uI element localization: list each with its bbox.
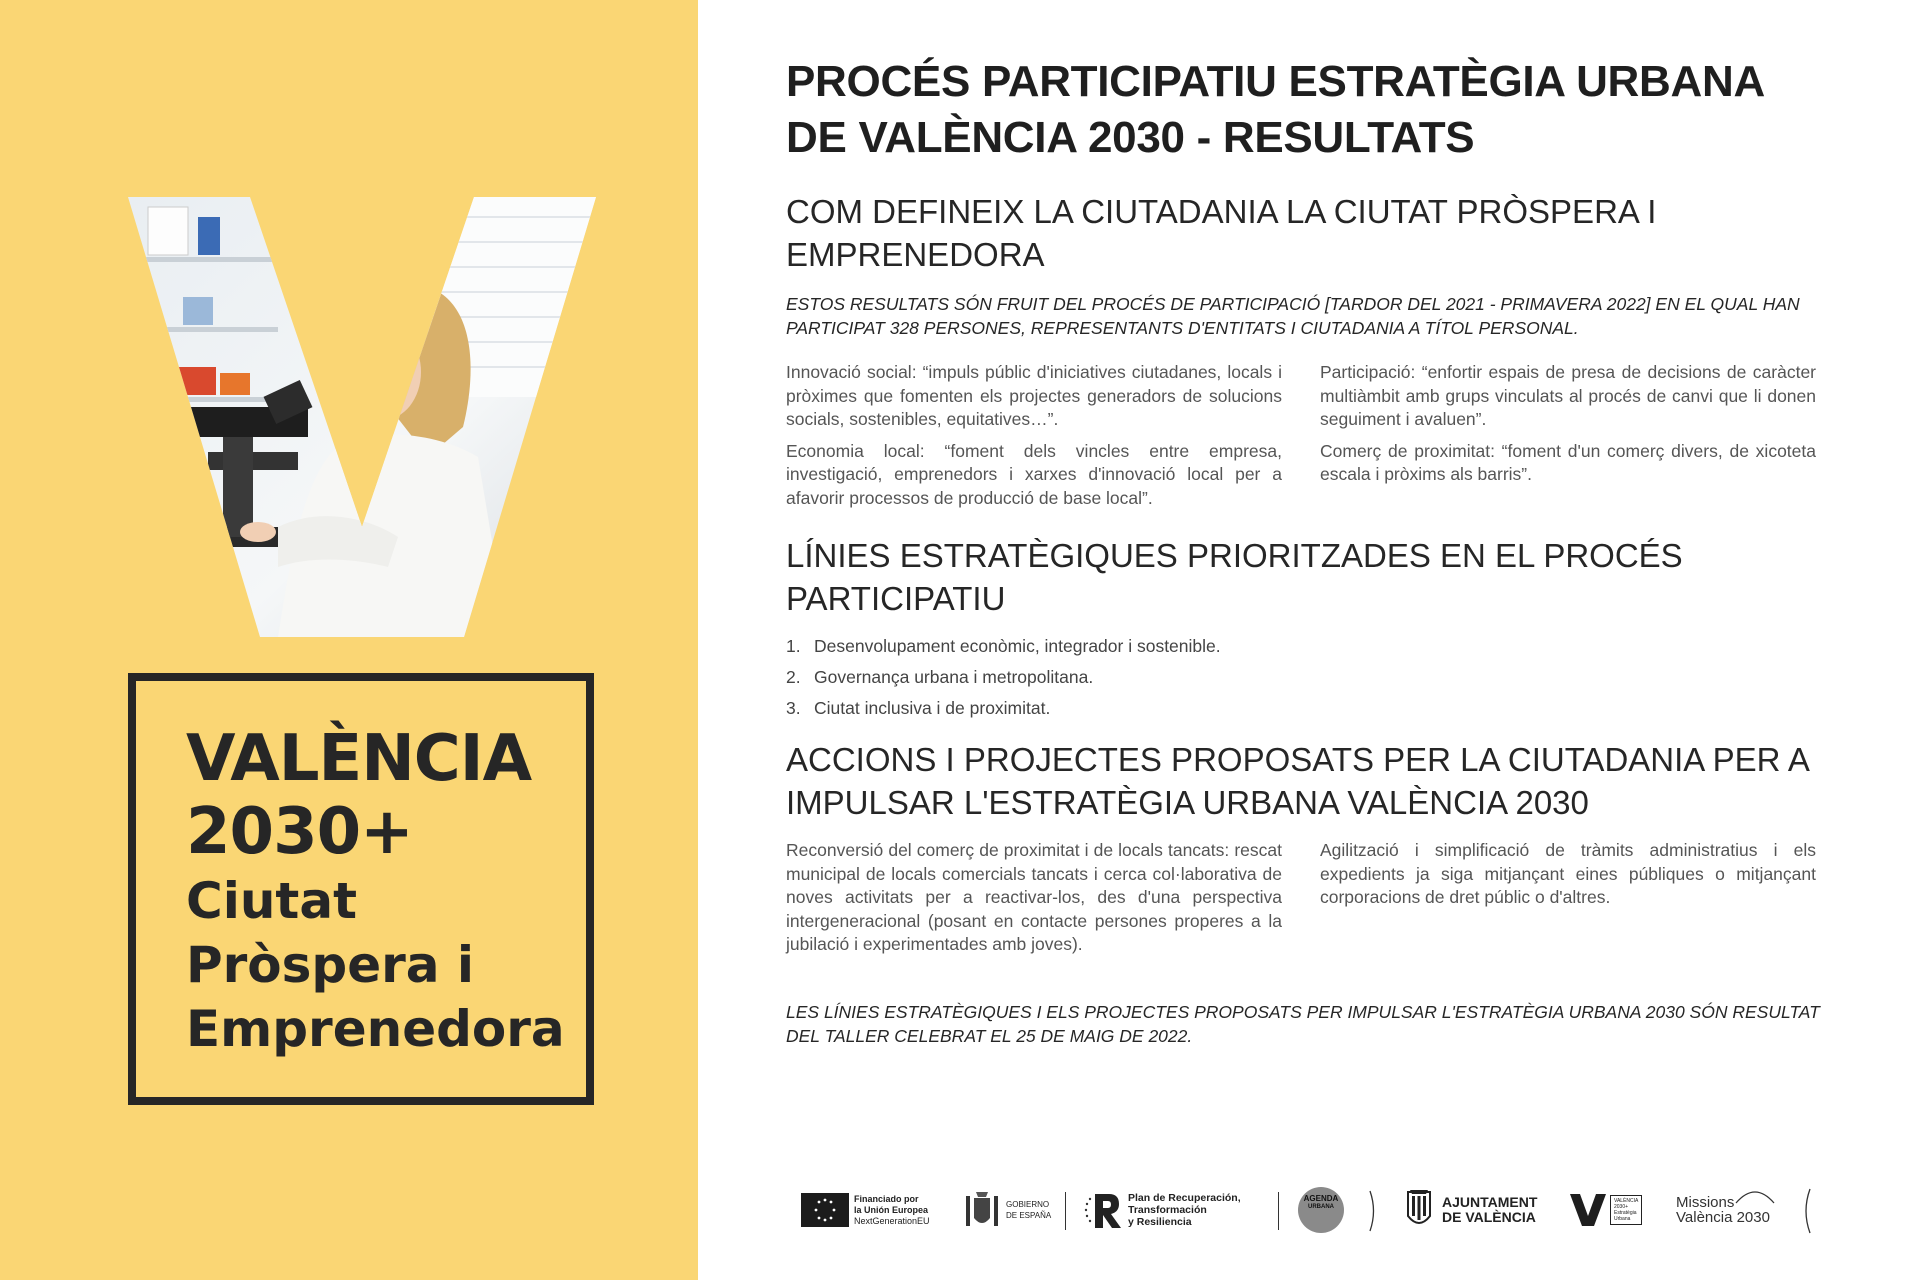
footnote-line: LES LÍNIES ESTRATÈGIQUES I ELS PROJECTES PROPOSATS PER IMPULSAR L'ESTRATÈGIA URBANA 2030 SÓN RESULTAT — [786, 1002, 1820, 1022]
scientist-at-microscope-photo — [128, 197, 596, 637]
spain-coat-of-arms-icon — [962, 1188, 1002, 1232]
list-item — [786, 693, 1386, 724]
list-item — [786, 631, 1386, 662]
actions-left — [786, 839, 1282, 965]
logo-text: 2030+ — [1614, 1204, 1629, 1210]
list-item — [786, 662, 1386, 693]
ajuntament-logo — [1402, 1180, 1537, 1240]
logo-text: NextGenerationEU — [854, 1215, 930, 1226]
logo-text: AGENDA — [1303, 1194, 1339, 1203]
logo-text: AJUNTAMENT — [1442, 1194, 1538, 1210]
definitions-columns — [786, 361, 1836, 518]
list-text: Governança urbana i metropolitana. — [814, 667, 1094, 687]
arc-icon — [1734, 1187, 1776, 1205]
poster-title — [186, 723, 531, 869]
title-box — [128, 673, 594, 1105]
definitions-left — [786, 361, 1282, 518]
eu-flag-icon — [801, 1193, 849, 1227]
poster-subtitle — [186, 869, 565, 1061]
actions-columns — [786, 839, 1836, 965]
divider — [1065, 1192, 1066, 1230]
divider — [1278, 1192, 1279, 1230]
valencia-coat-of-arms-icon — [1402, 1188, 1436, 1232]
logo-text: DE VALÈNCIA — [1442, 1209, 1536, 1225]
poster-title-line: 2030+ — [186, 795, 413, 869]
section-heading-definition — [786, 190, 1846, 276]
valencia-2030-logo — [1570, 1180, 1642, 1240]
heading-line: ACCIONS I PROJECTES PROPOSATS PER LA CIUTADANIA PER A — [786, 741, 1810, 778]
definitions-right — [1320, 361, 1816, 518]
logo-text: la Unión Europea — [854, 1204, 929, 1215]
heading-line: IMPULSAR L'ESTRATÈGIA URBANA VALÈNCIA 2030 — [786, 784, 1589, 821]
list-number: 2. — [786, 667, 801, 687]
page-title — [786, 54, 1846, 166]
definition-economia-local: Economia local: “foment dels vincles entre empresa, investigació, emprenedors i xarxes d'innovació local per a afavorir processos de producció de base local”. — [786, 440, 1282, 508]
page-title-line: DE VALÈNCIA 2030 - RESULTATS — [786, 113, 1475, 162]
logo-text: Urbana — [1614, 1216, 1631, 1222]
section-heading-lines — [786, 534, 1846, 620]
logo-text: y Resiliencia — [1128, 1216, 1192, 1228]
logo-text: URBANA — [1308, 1204, 1334, 1210]
eu-logo — [801, 1180, 930, 1240]
section-heading-actions — [786, 738, 1846, 824]
bracket-divider-icon — [1802, 1188, 1812, 1234]
action-reconversio-comerc: Reconversió del comerç de proximitat i de locals tancats: rescat municipal de locals comercials tancats i cerca col·laborativa de noves activitats per a reactivar-los, des d'una perspectiva intergeneracional (posant en contacte persones properes a la jubilació i experimentades amb joves). — [786, 840, 1282, 954]
intro-line: ESTOS RESULTATS SÓN FRUIT DEL PROCÉS DE PARTICIPACIÓ [TARDOR DEL 2021 - PRIMAVERA 2022] EN EL QUAL HAN — [786, 294, 1800, 314]
poster-subtitle-line: Ciutat — [186, 872, 357, 930]
intro-text — [786, 292, 1836, 340]
poster-title-line: VALÈNCIA — [186, 722, 532, 796]
heading-line: COM DEFINEIX LA CIUTADANIA LA CIUTAT PRÒSPERA I — [786, 193, 1657, 230]
footnote-text — [786, 1000, 1836, 1048]
strategic-lines-list — [786, 631, 1386, 724]
list-number: 3. — [786, 698, 801, 718]
logo-text: València 2030 — [1676, 1209, 1770, 1226]
agenda-urbana-logo — [1297, 1180, 1345, 1240]
heading-line: LÍNIES ESTRATÈGIQUES PRIORITZADES EN EL PROCÉS — [786, 537, 1683, 574]
heading-line: EMPRENEDORA — [786, 236, 1045, 273]
action-agilitzacio-tramits: Agilització i simplificació de tràmits administratius i els expedients ja siga mitjançant eines públiques o mitjançant corporacions de dret públic o d'altres. — [1320, 840, 1816, 907]
logo-text: Transformación — [1128, 1204, 1207, 1216]
gobierno-logo — [962, 1180, 1051, 1240]
definition-innovacio-social: Innovació social: “impuls públic d'iniciatives ciutadanes, locals i pròximes que fomenten els projectes generadors de solucions socials, sostenibles, equitatives…”. — [786, 362, 1282, 429]
page-title-line: PROCÉS PARTICIPATIU ESTRATÈGIA URBANA — [786, 57, 1765, 106]
footnote-line: DEL TALLER CELEBRAT EL 25 DE MAIG DE 2022. — [786, 1026, 1193, 1046]
definition-comerc-proximitat: Comerç de proximitat: “foment d'un comerç divers, de xicoteta escala i pròxims als barris”. — [1320, 440, 1816, 484]
list-number: 1. — [786, 636, 801, 656]
missions-logo — [1676, 1180, 1770, 1240]
logo-text: Estratègia — [1614, 1210, 1637, 1216]
logo-text: Financiado por — [854, 1193, 919, 1204]
heading-line: PARTICIPATIU — [786, 580, 1006, 617]
definition-participacio: Participació: “enfortir espais de presa de decisions de caràcter multiàmbit amb grups vinculats al procés de canvi que li donen seguiment i avaluen”. — [1320, 362, 1816, 429]
bracket-divider-icon — [1368, 1190, 1378, 1232]
intro-line: PARTICIPAT 328 PERSONES, REPRESENTANTS D'ENTITATS I CIUTADANIA A TÍTOL PERSONAL. — [786, 318, 1579, 338]
logo-text: DE ESPAÑA — [1006, 1211, 1052, 1220]
poster-subtitle-line: Emprenedora — [186, 1000, 565, 1058]
logo-text: Missions — [1676, 1194, 1735, 1211]
logo-text: VALÈNCIA — [1614, 1198, 1639, 1204]
recovery-plan-r-icon — [1083, 1190, 1123, 1230]
list-text: Ciutat inclusiva i de proximitat. — [814, 698, 1051, 718]
logo-text: GOBIERNO — [1006, 1200, 1050, 1209]
plan-recuperacion-logo — [1083, 1180, 1241, 1240]
logo-text: Plan de Recuperación, — [1128, 1192, 1241, 1204]
left-panel — [0, 0, 698, 1280]
poster-subtitle-line: Pròspera i — [186, 936, 475, 994]
list-text: Desenvolupament econòmic, integrador i sostenible. — [814, 636, 1221, 656]
sponsor-logos — [800, 1180, 1820, 1240]
actions-right — [1320, 839, 1816, 965]
v-mark-icon — [1570, 1192, 1606, 1228]
